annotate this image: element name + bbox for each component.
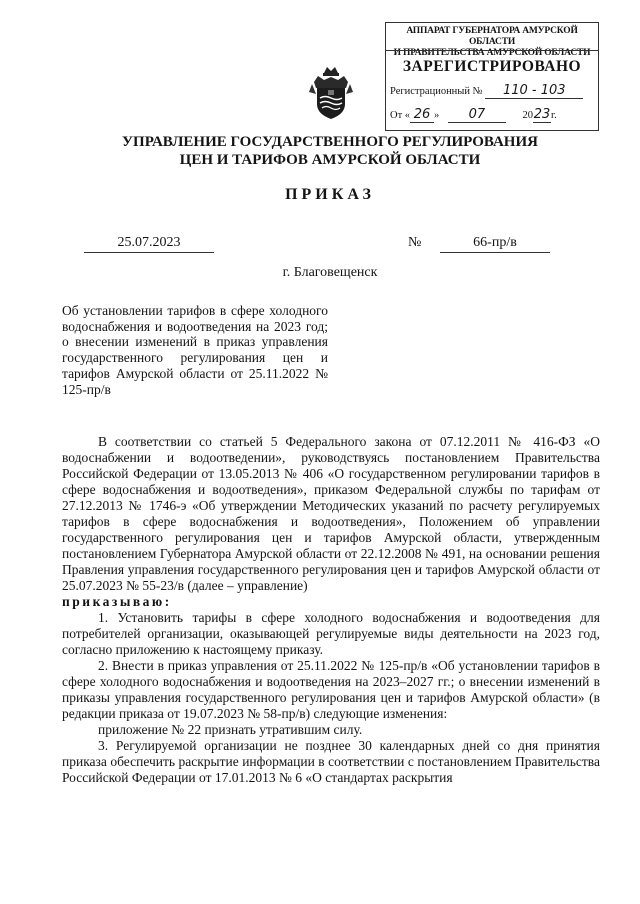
document-number: 66-пр/в (440, 235, 550, 253)
preamble-paragraph: В соответствии со статьей 5 Федерального закона от 07.12.2011 № 416-ФЗ «О водоснабжении и водоотведении», руководствуясь постановлением Правительства Российской Федерации от 13.05.2013 № 406 «О государственном регулировании тарифов в сфере водоснабжения и водоотведения», приказом Федеральной службы по тарифам от 27.12.2013 № 1746-э «Об утверждении Методических указаний по расчету регулируемых тарифов в сфере водоснабжения и водоотведения», Положением об управлении государственного регулирования цен и тарифов Амурской области, утвержденным постановлением Губернатора Амурской области от 22.12.2008 № 491, на основании решения Правления управления государственного регулирования цен и тарифов Амурской области от 25.07.2023 № 55-23/в (далее – управление) (62, 434, 600, 593)
stamp-day-close: » (434, 110, 440, 121)
item-1-paragraph: 1. Установить тарифы в сфере холодного водоснабжения и водоотведения для потребителей организации, оказывающей регулируемые виды деятельности на 2023 год, согласно приложению к настоящему приказу. (62, 610, 600, 657)
stamp-date-row (390, 107, 596, 123)
stamp-month: 07 (448, 107, 506, 123)
agency-title (60, 133, 600, 169)
stamp-reg-number-label: Регистрационный № (390, 86, 483, 97)
agency-title-line2: ЦЕН И ТАРИФОВ АМУРСКОЙ ОБЛАСТИ (179, 152, 481, 168)
stamp-reg-number-value: 110 - 103 (485, 83, 583, 99)
item-2-paragraph: 2. Внести в приказ управления от 25.11.2022 № 125-пр/в «Об установлении тарифов в сфере холодного водоснабжения и водоотведения на 2023–2027 гг.; о внесении изменений в приказы управления государственного регулирования цен и тарифов Амурской области» (в редакции приказа от 19.07.2023 № 58-пр/в) следующие изменения: (62, 658, 600, 721)
document-date: 25.07.2023 (84, 235, 214, 253)
stamp-day: 26 (410, 107, 434, 123)
item-3-paragraph: 3. Регулируемой организации не позднее 30 календарных дней со дня принятия приказа обеспечить раскрытие информации в соответствии с постановлением Правительства Российской Федерации от 17.01.2013 № 6 «О стандартах раскрытия (62, 738, 600, 785)
registration-stamp (385, 22, 599, 131)
document-body (62, 434, 600, 786)
stamp-year-end: г. (551, 110, 557, 121)
stamp-year-prefix: 20 (522, 110, 534, 121)
stamp-reg-number-row (390, 83, 583, 99)
stamp-year-suffix: 23 (533, 107, 551, 122)
stamp-org-line1: АППАРАТ ГУБЕРНАТОРА АМУРСКОЙ ОБЛАСТИ (406, 26, 578, 47)
stamp-org-line2: И ПРАВИТЕЛЬСТВА АМУРСКОЙ ОБЛАСТИ (393, 48, 591, 58)
stamp-registered: ЗАРЕГИСТРИРОВАНО (402, 58, 582, 75)
amur-coat-of-arms-icon (308, 64, 354, 122)
document-type: ПРИКАЗ (285, 186, 375, 203)
stamp-organization (386, 26, 598, 59)
item-2-sub-paragraph: приложение № 22 признать утратившим силу. (98, 722, 363, 737)
order-word: приказываю: (62, 594, 172, 609)
city: г. Благовещенск (282, 265, 378, 280)
stamp-divider (386, 50, 598, 51)
stamp-from-label: От « (390, 110, 411, 121)
number-sign: № (408, 235, 422, 250)
agency-title-line1: УПРАВЛЕНИЕ ГОСУДАРСТВЕННОГО РЕГУЛИРОВАНИЯ (122, 134, 538, 150)
document-subject: Об установлении тарифов в сфере холодного водоснабжения и водоотведения на 2023 год; о внесении изменений в приказ управления государственного регулирования цен и тарифов Амурской области от 25.11.2022 № 125-пр/в (62, 303, 328, 397)
